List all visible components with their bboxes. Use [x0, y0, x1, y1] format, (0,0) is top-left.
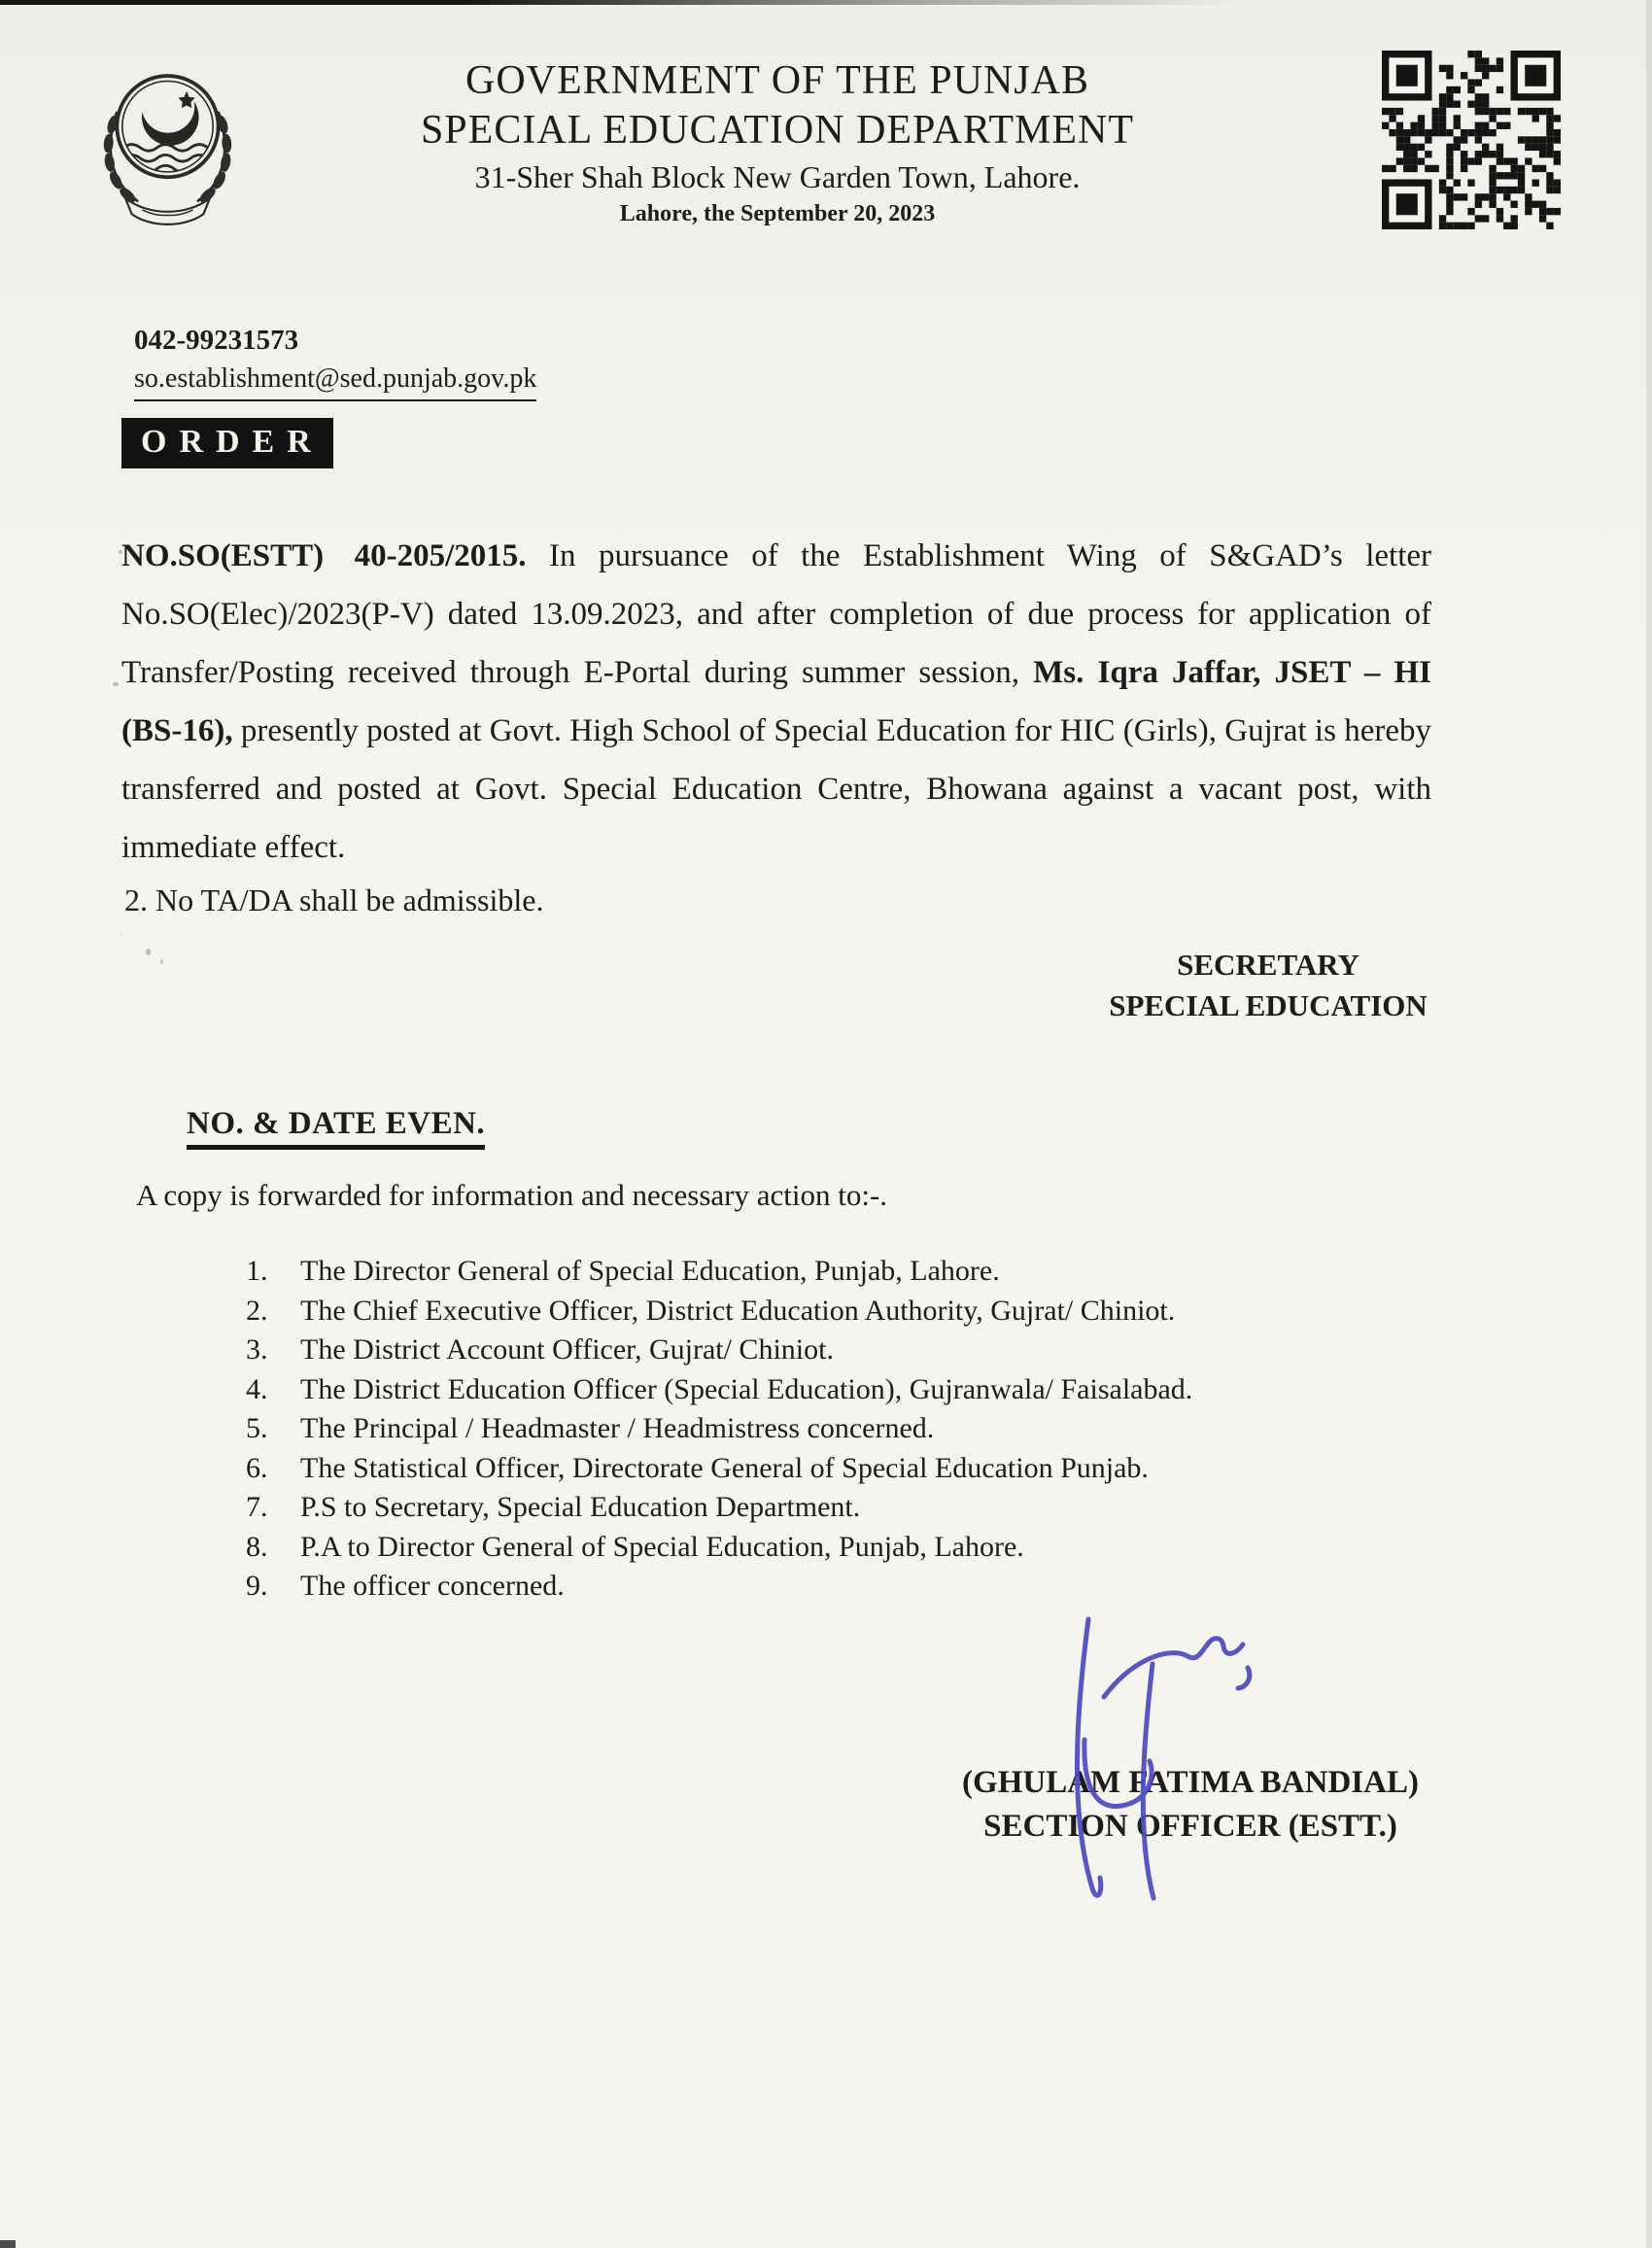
even-number-heading: NO. & DATE EVEN.: [187, 1106, 485, 1150]
distribution-item: The District Education Officer (Special Education), Gujranwala/ Faisalabad.: [300, 1372, 1193, 1405]
distribution-item: The Director General of Special Education, Punjab, Lahore.: [300, 1255, 1000, 1287]
scan-artifact: [0, 2240, 16, 2248]
phone-number: 042-99231573: [134, 325, 299, 356]
distribution-item: The Principal / Headmaster / Headmistress concerned.: [300, 1412, 935, 1444]
qr-code: [1382, 51, 1561, 229]
department-title-line1: GOVERNMENT OF THE PUNJAB: [465, 58, 1089, 103]
distribution-item: The Statistical Officer, Directorate General of Special Education Punjab.: [300, 1451, 1149, 1484]
letterhead: [282, 56, 1273, 229]
distribution-item: The officer concerned.: [300, 1570, 565, 1602]
distribution-item: The Chief Executive Officer, District Education Authority, Gujrat/ Chiniot.: [300, 1294, 1176, 1327]
signatory-title: SECTION OFFICER (ESTT.): [983, 1809, 1397, 1844]
order-text-2: presently posted at Govt. High School of Special Education for HIC (Girls), Gujrat is hereby transferred and posted at Govt. Special Education Centre, Bhowana against a vacant post, with immediate effect.: [121, 713, 1432, 865]
order-heading: ORDER: [121, 418, 333, 468]
punjab-government-emblem-icon: [92, 51, 243, 235]
order-paragraph: [121, 527, 1431, 877]
scan-edge-right: [1646, 0, 1652, 2248]
handwritten-signature: [1028, 1602, 1266, 1913]
secretary-signatory: [1069, 945, 1467, 1026]
scan-artifact: [113, 682, 119, 686]
contact-block: [134, 321, 536, 402]
distribution-item: P.A to Director General of Special Education, Punjab, Lahore.: [300, 1530, 1024, 1563]
scan-edge-top: [0, 0, 1652, 5]
department-title-line2: SPECIAL EDUCATION DEPARTMENT: [420, 108, 1135, 153]
dateline: Lahore, the September 20, 2023: [619, 201, 936, 226]
order-text-1: In pursuance of the Establishment Wing of S&GAD’s letter No.SO(Elec)/2023(P-V) dated 13.09.2023, and after completion of due process for application of Transfer/Posting received through E-Portal during summer session,: [121, 538, 1432, 690]
scan-artifact: [146, 949, 151, 955]
secretary-department: SPECIAL EDUCATION: [1109, 988, 1428, 1022]
distribution-list: [246, 1252, 1192, 1607]
signatory-name: (GHULAM FATIMA BANDIAL): [962, 1765, 1419, 1800]
transferee-name: Ms. Iqra Jaffar, JSET – HI (BS-16),: [121, 655, 1432, 748]
clause-2: 2. No TA/DA shall be admissible.: [124, 882, 544, 917]
reference-number: NO.SO(ESTT) 40-205/2015.: [121, 538, 527, 573]
distribution-item: P.S to Secretary, Special Education Department.: [300, 1491, 861, 1523]
distribution-item: The District Account Officer, Gujrat/ Chiniot.: [300, 1333, 834, 1366]
department-address: 31-Sher Shah Block New Garden Town, Lahore.: [474, 159, 1081, 194]
email-address: so.establishment@sed.punjab.gov.pk: [134, 360, 536, 401]
secretary-title: SECRETARY: [1177, 948, 1359, 982]
copy-forward-line: A copy is forwarded for information and necessary action to:-.: [136, 1178, 888, 1212]
